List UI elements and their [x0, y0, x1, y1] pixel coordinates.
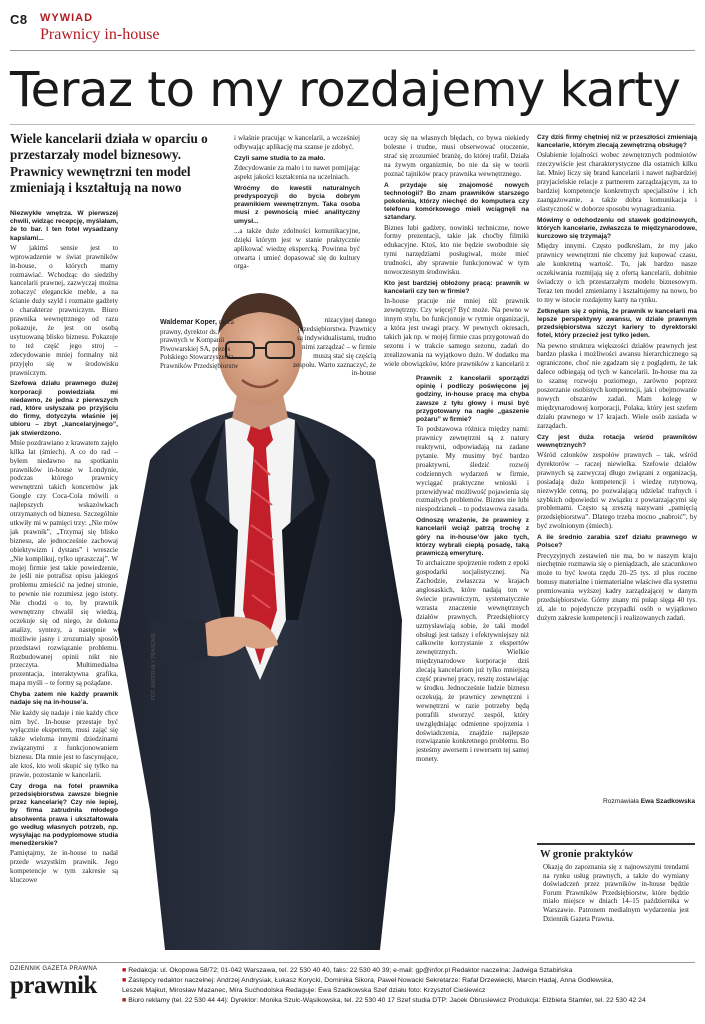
interview-answer: Mnie pozdrawiano z krawatem zajęło kilka lat (śmiech). A co do rad – byłem niedawno na spotkaniu prawników in-house w Londynie, podczas którego prawnicy wewnętrzni takich koncernów jak Google czy Coca-Cola mówili o najlepszych wskazówkach otrzymanych od biznesu. Szczególnie utkwiły mi w pamięci trzy: „Nie mów jak prawnik”, „Trzymaj się blisko biznesu, ale jednocześnie zachowaj obiektywizm i dystans” i wreszcie „Nie komplikuj, tylko upraszczaj”. W mojej firmie jest takie powiedzenie, że jeśli nie potrafisz opisu jakiegoś problemu zmieścić na jednej stronie, to pewnie nie rozumiesz jego istoty. Nie chodzi o to, by prawnik wewnętrzny chwalił się wiedzą, oczekuje się od niego, że dokona analizy, syntezy, a następnie w możliwie jasny i zrozumiały sposób przedstawi rozwiązanie problemu. Rozbudowanej opinii nikt nie przeczyta. Multimedialna prezentacja, interaktywna grafika, mapa myśli – te formy są pożądane.: [10, 438, 118, 688]
interview-question: Szefowa działu prawnego dużej korporacji powiedziała mi niedawno, że jedna z pierwszych rad, które usłyszała po przyjściu do firmy, dotyczyła właśnie jej ubioru – zbyt „kancelaryjnego”, jak stwierdzono.: [10, 380, 118, 437]
interview-question: Czy jest duża rotacja wśród prawników wewnętrznych?: [537, 433, 697, 449]
logo-prawnik: prawnik: [10, 972, 97, 999]
interview-answer: ...a także duże zdolności komunikacyjne, dzięki którym jest w stanie praktycznie aplikować wiedzę ekspercką. Powinna być otwarta i umieć dopasować się do kultury orga-: [234, 226, 360, 271]
interview-question: Mówimy o odchodzeniu od stawek godzinowych, których kancelarie, zwłaszcza te międzynarodowe, kurczowo się trzymają?: [537, 216, 697, 241]
box-title: W gronie praktyków: [540, 849, 633, 860]
headline: Teraz to my rozdajemy karty: [10, 62, 681, 118]
section-label: WYWIAD: [40, 12, 94, 24]
interview-question: Czy dziś firmy chętniej niż w przeszłości zmieniają kancelarie, którym zlecają zewnętrzną obsługę?: [537, 134, 697, 150]
interview-question: Odnoszę wrażenie, że prawnicy z kancelarii wciąż patrzą trochę z góry na in-house’ów jako tych, którzy wybrali ciepłą posadę, taką prawniczą emeryturę.: [416, 517, 529, 558]
imprint-line: ■ Zastępcy redaktor naczelnej: Andrzej Andrysiak, Łukasz Korycki, Dominika Sikora, Paweł Nowacki Sekretarze: Rafał Drzewiecki, Marcin Hadaj, Anna Godlewska,: [122, 977, 614, 985]
interview-question: Czy droga na fotel prawnika przedsiębiorstwa zawsze biegnie przez kancelarię? Czy nie lepiej, by firma zatrudniła młodego absolwenta prawa i ukształtowała go według własnych potrzeb, np. wysyłając na podyplomowe studia menedżerskie?: [10, 782, 118, 848]
interview-question: Kto jest bardziej obłożony pracą: prawnik w kancelarii czy ten w firmie?: [384, 279, 529, 296]
column-3: [384, 134, 529, 370]
author-credit: [537, 798, 695, 805]
imprint-line: ■ Biuro reklamy (tel. 22 530 44 44): Dyrektor: Monika Szulc-Wąsikowska, tel. 22 530 40 17 Szef studia DTP: Jacek Obrusiewicz Produkcja: Elżbieta Stamler, tel. 22 530 42 24: [122, 997, 646, 1005]
interview-answer: Między innymi. Często podkreślam, że my jako prawnicy wewnętrzni nie chcemy już kupować czasu, ale konkretną wartość. To, jak bardzo nasze oczekiwania rozmijają się z ofertą kancelarii, dobitnie świadczy o ich przestarzałym modelu biznesowym. Teraz ten model zmieniamy i kształtujemy na nowo, bo to my w istocie rozdajemy karty na rynku.: [537, 242, 697, 304]
interview-answer: Zdecydowanie za mało i to nawet pomijając aspekt jakości kształcenia na uczelniach.: [234, 164, 360, 181]
column-2: [234, 134, 360, 314]
interview-answer: To podstawowa różnica między nami: prawnicy zewnętrzni są z natury reaktywni, odpowiadają na zadane pytanie. My musimy być bardzo proaktywni, śledzić rozwój codziennych wydarzeń w firmie, wyciągać praktyczne wnioski i przewidywać możliwość pojawienia się rozmaitych problemów. Biznes nie lubi niespodzianek – to podstawowa zasada.: [416, 425, 529, 514]
interview-question: Czyli same studia to za mało.: [234, 154, 326, 162]
imprint-line: ■ Redakcja: ul. Okopowa 58/72; 01-042 Warszawa, tel. 22 530 40 40, faks: 22 530 40 39; e-mail: gp@infor.pl Redaktor naczelna: Jadwiga Sztabińska: [122, 967, 573, 974]
subsection-label: Prawnicy in-house: [40, 26, 160, 43]
headline-rule: [10, 124, 695, 125]
interview-answer: In-house pracuje nie mniej niż prawnik zewnętrzny. Czy więcej? Być może. Na pewno w innym stylu, bo funkcjonuje w rytmie organizacji, a która jest uwagi pracy. W pewnych okresach, takich jak np. w mojej firmie czas przygotowań do sezonu i w trakcie samego sezonu, zadań do zrealizowania na wyjątkowo dużo. W dodatku ma wiele obowiązków, które prawników z kancelarii z: [384, 297, 529, 368]
interview-answer: Precyzyjnych zestawień nie ma, bo w naszym kraju niechętnie rozmawia się o pieniądzach, ale szacunkowo może to być kwota rzędu 20–25 tys. zł plus roczne bonusy materialne i niematerialne właściwe dla systemu premiowania wyższej kadry zarządzającej w danym przedsiębiorstwie. Górny znany mi pułap sięga 40 tys. zł, ale to pojedyncze przypadki osób o wyjątkowo dużym zakresie kompetencji i realizowanych zadań.: [537, 551, 697, 622]
logo-masthead-small: DZIENNIK GAZETA PRAWNA: [10, 966, 98, 972]
interview-answer: Pamiętajmy, że in-house to nadal przede wszystkim prawnik. Jego kompetencje w tym zakresie są kluczowe: [10, 849, 118, 885]
photo-credit: FOT. MATERIAŁY PRASOWE: [151, 632, 157, 700]
interview-question: Zetknęłam się z opinią, że prawnik w kancelarii ma lepsze perspektywy awansu, w dziale prawnym przedsiębiorstwa szczyt kariery to dyrektorski fotel, który przecież jest tylko jeden.: [537, 307, 697, 340]
interview-answer: To archaiczne spojrzenie rodem z epoki gospodarki socjalistycznej. Na Zachodzie, zwłaszcza w krajach anglosaskich, które nadają ton w świecie prawniczym, systematycznie wzrasta znaczenie wewnętrznych działów prawnych. Przedsiębiorcy uzmysławiają sobie, że taki model obsługi jest tańszy i efektywniejszy niż całkowite korzystanie z ekspertów zewnętrznych. Wielkie międzynarodowe korporacje dziś zlecają kancelariom już tylko mniejszą część prawnej pracy, resztę zostawiając w środku. Jednocześnie ludzie biznesu oczekują, że prawnicy zewnętrzni i wewnętrzni w razie potrzeby będą potrafili stworzyć zespół, który uwzględniając odmienne spojrzenia i doświadczenia, znajdzie najlepsze rozwiązanie konkretnego problemu. Bo jesteśmy awersem i rewersem tej samej monety.: [416, 559, 529, 764]
caption-name: Waldemar Koper,: [160, 319, 217, 326]
interview-answer: Na pewno struktura większości działów prawnych jest bardzo płaska i możliwości awansu hierarchicznego są ograniczone, choć nie zgadzam się z poglądem, że tak dalece odbiegają od tych w kancelarii. In-house ma za to szansę rozwoju poziomego, zarówno poprzez poszerzanie osobistych kompetencji, jak i obejmowanie nowych obszarów zadań. Mam kolegę w międzynarodowej korporacji, Polaka, który jest szefem działu prawnego w 17 krajach. Wiele osób zasiada w zarządach.: [537, 341, 697, 430]
interview-answer: Biznes lubi gadżety, nowinki techniczne, nowe formy prezentacji, takie jak choćby filmiki edukacyjne. Ktoś, kto nie będzie swobodnie się tymi narzędziami posługiwał, może mieć trudności, aby sprawnie funkcjonować w tym nowoczesnym środowisku.: [384, 223, 529, 277]
caption-text: radca prawny, dyrektor ds. prawnych w Kompanii Piwowarskiej SA, prezes Polskiego Stowarzyszenia Prawników Przedsiębiorstw: [160, 318, 239, 370]
author-prefix: Rozmawiała: [602, 798, 639, 805]
interview-answer: i właśnie pracując w kancelarii, a wcześniej odbywając aplikację ma szanse je zdobyć.: [234, 134, 360, 151]
footer-rule: [10, 962, 695, 963]
author-name: Ewa Szadkowska: [640, 798, 695, 805]
interview-question: Prawnik z kancelarii sporządzi opinię i podliczy poświęcone jej godziny, in-house pracę ma chyba zawsze z tyłu głowy i musi być przygotowany na nagłe „gaszenie pożaru” w firmie?: [416, 375, 529, 424]
interview-question: Chyba zatem nie każdy prawnik nadaje się na in-house’a.: [10, 691, 118, 707]
lead-paragraph: Wiele kancelarii działa w oparciu o przestarzały model biznesowy. Prawnicy wewnętrzni ten model zmieniają i kształtują na nowo: [10, 131, 208, 195]
interview-question: Niezwykłe wnętrza. W pierwszej chwili, widząc recepcję, myślałam, że to bar. I ten fotel wysadzany kapslami...: [10, 210, 118, 242]
interview-answer: uczy się na własnych błędach, co bywa niekiedy bolesne i trudne, musi obserwować otoczenie, strać się zrozumieć branżę, do której trafił. Działa na żywym organizmie, bo nie da się w teorii poznać tajników pracy prawnika wewnętrznego.: [384, 134, 529, 178]
box-text: Okazją do zapoznania się z najnowszymi trendami na rynku usług prawnych, a także do wymiany doświadczeń przez prawników in-house będzie Forum Prawników Przedsiębiorstw, które będzie miało miejsce w dniach 14–15 października w Warszawie. Patronem medialnym wydarzenia jest Dziennik Gazeta Prawna.: [543, 863, 689, 923]
sidebar-box: [537, 843, 695, 957]
page-number: C8: [10, 12, 28, 27]
column-1: [10, 210, 118, 950]
imprint-line: Leszek Majkut, Mirosław Mazanec, Mira Suchodolska Redaguje: Ewa Szadkowska Szef działu foto: Krzysztof Cieślewicz: [122, 987, 486, 995]
interview-question: A ile średnio zarabia szef działu prawnego w Polsce?: [537, 534, 697, 550]
column-4: [537, 134, 697, 794]
interview-answer: Nie każdy się nadaje i nie każdy chce nim być. In-house przestaje być wyłącznie ekspertem, musi zająć się także wieloma innymi dziedzinami związanymi z funkcjonowaniem biznesu. Dla mnie jest to fascynujące, ale ktoś, kto woli skupić się tylko na prawie, pozostanie w kancelarii.: [10, 708, 118, 779]
column-3-wrap: [416, 375, 529, 940]
column-2-wrap: nizacyjnej danego przedsiębiorstwa. Prawnicy są indywidualistami, trudno nimi zarządzać – w firmie muszą stać się częścią zespołu. Warto zaznaczyć, że in-house: [293, 316, 376, 378]
imprint: [122, 966, 697, 1006]
interview-answer: Wśród członków zespołów prawnych – tak, wśród dyrektorów – raczej niewielka. Szefowie działów prawnych są zazwyczaj długo związani z organizacją, posiadają dużo kompetencji i wiedzę rutynową, niezwykle cenną, po pozwalającą udzielać trafnych i szybkich odpowiedzi w związku z powtarzającymi się problemami. Często są zresztą nazywani „pamięcią przedsiębiorstwa”. Dlatego trzeba mocno „nabroić”, by być zwolnionym (śmiech).: [537, 450, 697, 531]
photo-caption: [160, 318, 240, 371]
interview-question: Wróćmy do kwestii naturalnych predyspozycji do bycia dobrym prawnikiem wewnętrznym. Taka osoba musi z pewnością mieć analityczny umysł...: [234, 184, 360, 225]
header-rule: [10, 50, 695, 51]
interview-question: A przydaje się znajomość nowych technologii? Bo znam prawników starszego pokolenia, którzy niechęć do komputera czy telefonu komórkowego mieli wciągnęli na sztandary.: [384, 181, 529, 222]
interview-answer: Osłabienie lojalności wobec zewnętrznych podmiotów rzeczywiście jest charakterystyczne dla ostatnich kilku lat. Mniej liczy się brand kancelarii i nawet najbardziej przyjacielskie relacje z partnerem zarządzającym, za to bardziej kompetencje konkretnych specjalistów i ich zaangażowanie, a także dobra komunikacja i elastyczność w doborze sposobu wynagradzania.: [537, 151, 697, 213]
interview-answer: W jakimś sensie jest to wprowadzenie w świat prawników in-house, o których mamy rozmawiać. Wchodząc do siedziby kancelarii prawnej, zazwyczaj można zobaczyć eleganckie meble, a na ścianie duży szyld i rozmaite gadżety o charakterze prawniczym. Biuro prawnika wewnętrznego od razu pokazuje, że jest on osobą usytuowaną blisko biznesu. Pokazuje to też część jego stroj – zdecydowanie mniej formalny niż przyjęło się w środowisku prawniczym.: [10, 243, 118, 377]
